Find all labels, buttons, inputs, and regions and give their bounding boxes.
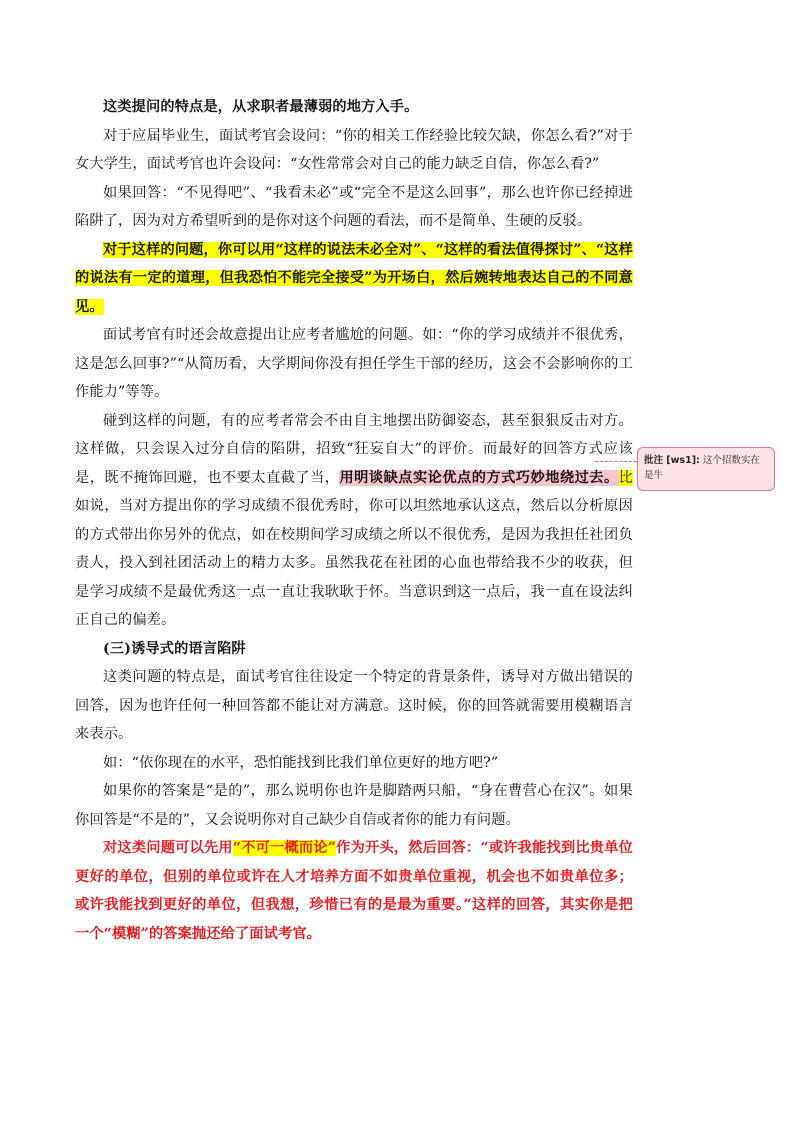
highlighted-char: 比 [618, 469, 633, 486]
paragraph-11-intro: 对这类问题可以先用 [103, 840, 233, 856]
paragraph-6-intro: 碰到这样的问题，有的应考者常会不由自主地摆出防御姿态，甚至狠狠反击对方。这样做，只会误入过分自信的陷阱，招致“狂妄自大”的评价。而最好的回答方式应该是，既不掩饰回避，也不要太直截了当， [75, 412, 633, 486]
paragraph-2: 对于应届毕业生，面试考官会设问：“你的相关工作经验比较欠缺，你怎么看?”对于女大学生，面试考官也许会设问：“女性常常会对自己的能力缺乏自信，你怎么看?” [75, 127, 633, 172]
comment-text: 这个招数实在是牛 [644, 455, 760, 481]
comment-label: 批注 [ws1]: [644, 455, 700, 466]
paragraph-11-rest: 作为开头，然后回答：“或许我能找到比贵单位更好的单位，但别的单位或许在人才培养方面不如贵单位重视，机会也不如贵单位多；或许我能找到更好的单位，但我想，珍惜已有的是最为重要。”这样的回答，其实你是把一个“模糊”的答案抛还给了面试考官。 [75, 840, 633, 942]
comment-connector [595, 461, 637, 462]
paragraph-5: 面试考官有时还会故意提出让应考者尴尬的问题。如：“你的学习成绩并不很优秀，这是怎么回事?”“从简历看，大学期间你没有担任学生干部的经历，这会不会影响你的工作能力”等等。 [75, 327, 633, 400]
paragraph-10: 如果你的答案是“是的”，那么说明你也许是脚踏两只船，“身在曹营心在汉”。如果你回答是“不是的”，又会说明你对自己缺少自信或者你的能力有问题。 [75, 783, 633, 828]
highlighted-quote: “不可一概而论” [232, 840, 337, 856]
commented-phrase: 用明谈缺点实论优点的方式巧妙地绕过去。 [339, 469, 619, 486]
paragraph-6-rest: 如说，当对方提出你的学习成绩不很优秀时，你可以坦然地承认这点，然后以分析原因的方式带出你另外的优点，如在校期间学习成绩之所以不很优秀，是因为我担任社团负责人，投入到社团活动上的精力太多。虽然我花在社团的心血也带给我不少的收获，但是学习成绩不是最优秀这一点一直让我耿耿于怀。当意识到这一点后，我一直在设法纠正自己的偏差。 [75, 498, 633, 628]
paragraph-1: 这类提问的特点是，从求职者最薄弱的地方入手。 [103, 99, 419, 115]
paragraph-11 [75, 834, 633, 948]
body-text [75, 93, 633, 948]
paragraph-8: 这类问题的特点是，面试考官往往设定一个特定的背景条件，诱导对方做出错误的回答，因为也许任何一种回答都不能让对方满意。这时候，你的回答就需要用模糊语言来表示。 [75, 669, 633, 742]
section-heading: (三)诱导式的语言陷阱 [103, 640, 246, 657]
highlighted-advice: 对于这样的问题，你可以用“这样的说法未必全对”、“这样的看法值得探讨”、“这样的说法有一定的道理，但我恐怕不能完全接受”为开场白，然后婉转地表达自己的不同意见。 [75, 241, 633, 315]
paragraph-4 [75, 236, 633, 322]
comment-balloon[interactable] [637, 447, 775, 491]
paragraph-6 [75, 407, 633, 635]
paragraph-9: 如：“依你现在的水平，恐怕能找到比我们单位更好的地方吧?” [103, 754, 499, 771]
paragraph-3: 如果回答：“不见得吧”、“我看未必”或“完全不是这么回事”，那么也许你已经掉进陷阱了，因为对方希望听到的是你对这个问题的看法，而不是简单、生硬的反驳。 [75, 184, 633, 229]
